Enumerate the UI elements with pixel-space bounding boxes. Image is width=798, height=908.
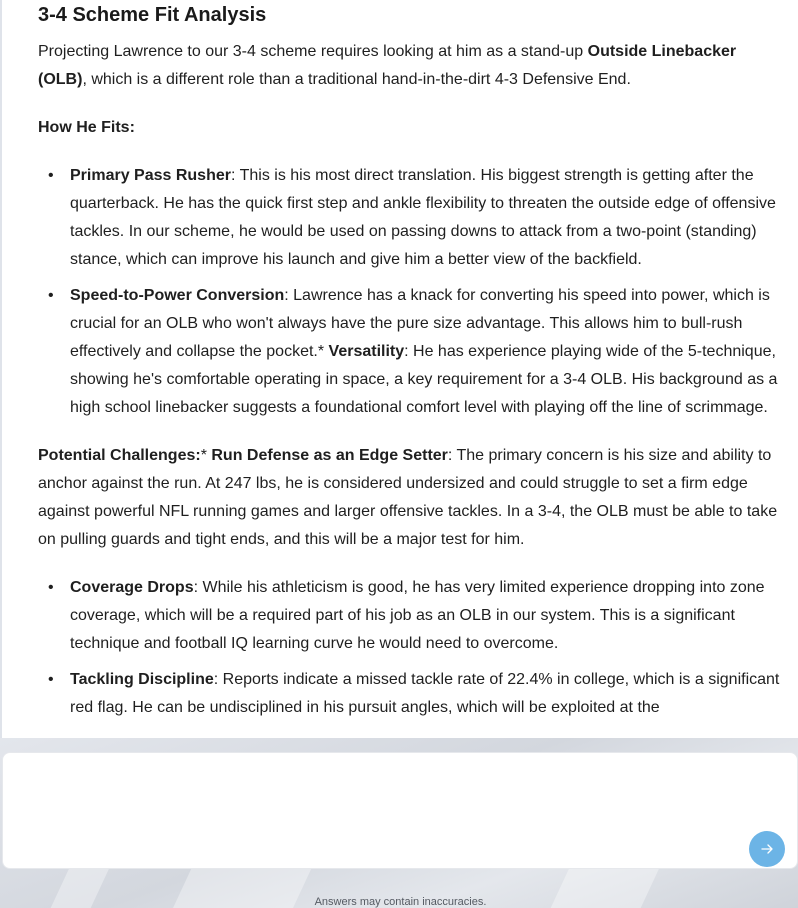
list-item-title: Primary Pass Rusher — [70, 167, 231, 184]
bullet-icon: • — [48, 579, 54, 596]
how-he-fits-label: How He Fits: — [38, 119, 135, 136]
list-item — [38, 666, 783, 722]
intro-bold-role: Outside Linebacker (OLB) — [38, 43, 737, 88]
list-item-title: Versatility — [328, 343, 405, 360]
list-item — [38, 162, 783, 274]
send-button[interactable] — [749, 831, 785, 867]
intro-text-end: , which is a different role than a traditional hand-in-the-dirt 4-3 Defensive End. — [82, 71, 631, 88]
challenges-text: : The primary concern is his size and ability to anchor against the run. At 247 lbs, he is considered undersized and could struggle to set a firm edge against powerful NFL running games and larger offensive tackles. In a 3-4, the OLB must be able to take on pulling guards and tight ends, and this will be a major test for him. — [38, 447, 778, 548]
disclaimer-text: Answers may contain inaccuracies. — [314, 896, 487, 908]
list-item-text: : While his athleticism is good, he has very limited experience dropping into zone coverage, which will be a required part of his job as an OLB in our system. This is a significant technique and football IQ learning curve he would need to overcome. — [70, 579, 765, 652]
list-item-title: Coverage Drops — [70, 579, 194, 596]
list-item-title: Speed-to-Power Conversion — [70, 287, 285, 304]
challenges-list — [38, 574, 783, 722]
intro-text: Projecting Lawrence to our 3-4 scheme requires looking at him as a stand-up — [38, 43, 588, 60]
list-item-text: : He has experience playing wide of the 5-technique, showing he's comfortable operating in space, a key requirement for a 3-4 OLB. His background as a high school linebacker suggests a foundational comfort level with playing off the line of scrimmage. — [70, 343, 778, 416]
challenges-title: Run Defense as an Edge Setter — [211, 447, 448, 464]
bullet-icon: • — [48, 287, 54, 304]
bullet-icon: • — [48, 167, 54, 184]
fits-list — [38, 162, 783, 422]
how-he-fits-paragraph — [38, 114, 783, 142]
message-input[interactable] — [17, 765, 737, 855]
list-item-text: : Reports indicate a missed tackle rate of 22.4% in college, which is a significant red flag. He can be undisciplined in his pursuit angles, which will be exploited at the — [70, 671, 780, 716]
response-content — [38, 0, 783, 738]
list-item-text: : Lawrence has a knack for converting his speed into power, which is crucial for an OLB who won't always have the pure size advantage. This allows him to bull-rush effectively and collapse the pocket.* — [70, 287, 770, 360]
list-item — [38, 282, 783, 422]
challenges-connector: * — [200, 447, 212, 464]
message-composer — [2, 752, 798, 869]
arrow-right-icon — [760, 842, 774, 856]
list-item — [38, 574, 783, 658]
list-item-title: Tackling Discipline — [70, 671, 214, 688]
intro-paragraph — [38, 38, 783, 94]
section-heading: 3-4 Scheme Fit Analysis — [38, 4, 267, 26]
bullet-icon: • — [48, 671, 54, 688]
composer-area — [0, 738, 798, 908]
challenges-paragraph — [38, 442, 783, 554]
challenges-label: Potential Challenges: — [38, 447, 201, 464]
list-item-text: : This is his most direct translation. His biggest strength is getting after the quarterback. He has the quick first step and ankle flexibility to threaten the outside edge of offensive tackles. In our scheme, he would be used on passing downs to attack from a two-point (standing) stance, which can improve his launch and give him a better view of the backfield. — [70, 167, 776, 268]
